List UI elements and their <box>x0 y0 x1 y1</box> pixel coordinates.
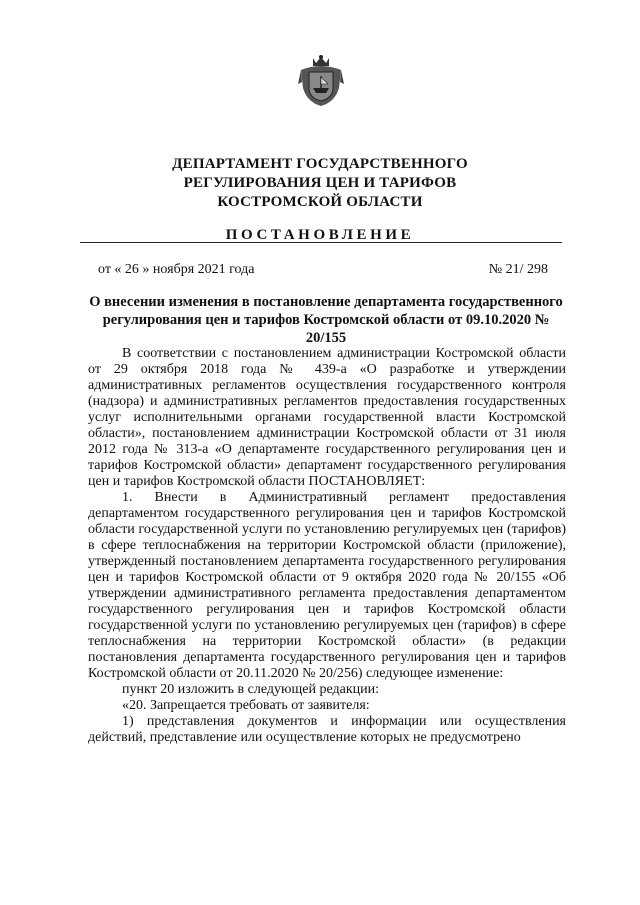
document-body <box>88 346 566 746</box>
title-underline <box>80 242 562 243</box>
document-type: ПОСТАНОВЛЕНИЕ <box>225 227 415 243</box>
paragraph: В соответствии с постановлением администрации Костромской области от 29 октября 2018 года № 439-а «О разработке и утверждении административных регламентов осуществления государственного контроля (надзора) и административных регламентов предоставления государственных услуг исполнительными органами государственной власти Костромской области», постановлением администрации Костромской области от 31 июля 2012 года № 313-а «О департаменте государственного регулирования цен и тарифов Костромской области» департамент государственного регулирования цен и тарифов Костромской области ПОСТАНОВЛЯЕТ: <box>88 346 566 489</box>
department-line: КОСТРОМСКОЙ ОБЛАСТИ <box>217 194 423 210</box>
department-line: ДЕПАРТАМЕНТ ГОСУДАРСТВЕННОГО <box>172 156 468 172</box>
department-name <box>0 155 640 212</box>
department-line: РЕГУЛИРОВАНИЯ ЦЕН И ТАРИФОВ <box>183 175 457 191</box>
coat-of-arms-icon <box>295 54 347 108</box>
paragraph: 1) представления документов и информации или осуществления действий, представление или осуществление которых не предусмотрено <box>88 714 566 745</box>
document-number: № 21/ 298 <box>488 262 548 277</box>
paragraph: «20. Запрещается требовать от заявителя: <box>122 698 370 713</box>
document-date: от « 26 » ноября 2021 года <box>98 262 255 277</box>
paragraph: 1. Внести в Административный регламент предоставления департаментом государственного регулирования цен и тарифов Костромской области государственной услуги по установлению регулируемых цен (тарифов) в сфере теплоснабжения на территории Костромской области (приложение), утвержденный постановлением департамента государственного регулирования цен и тарифов Костромской области от 9 октября 2020 года № 20/155 «Об утверждении административного регламента предоставления департаментом государственного регулирования цен и тарифов Костромской области государственной услуги по установлению регулируемых цен (тарифов) в сфере теплоснабжения на территории Костромской области» (в редакции постановления департамента государственного регулирования цен и тарифов Костромской области от 20.11.2020 № 20/256) следующее изменение: <box>88 490 566 681</box>
document-subject: О внесении изменения в постановление департамента государственного регулирования цен и тарифов Костромской области от 09.10.2020 № 20/155 <box>89 294 563 346</box>
paragraph: пункт 20 изложить в следующей редакции: <box>122 682 379 697</box>
